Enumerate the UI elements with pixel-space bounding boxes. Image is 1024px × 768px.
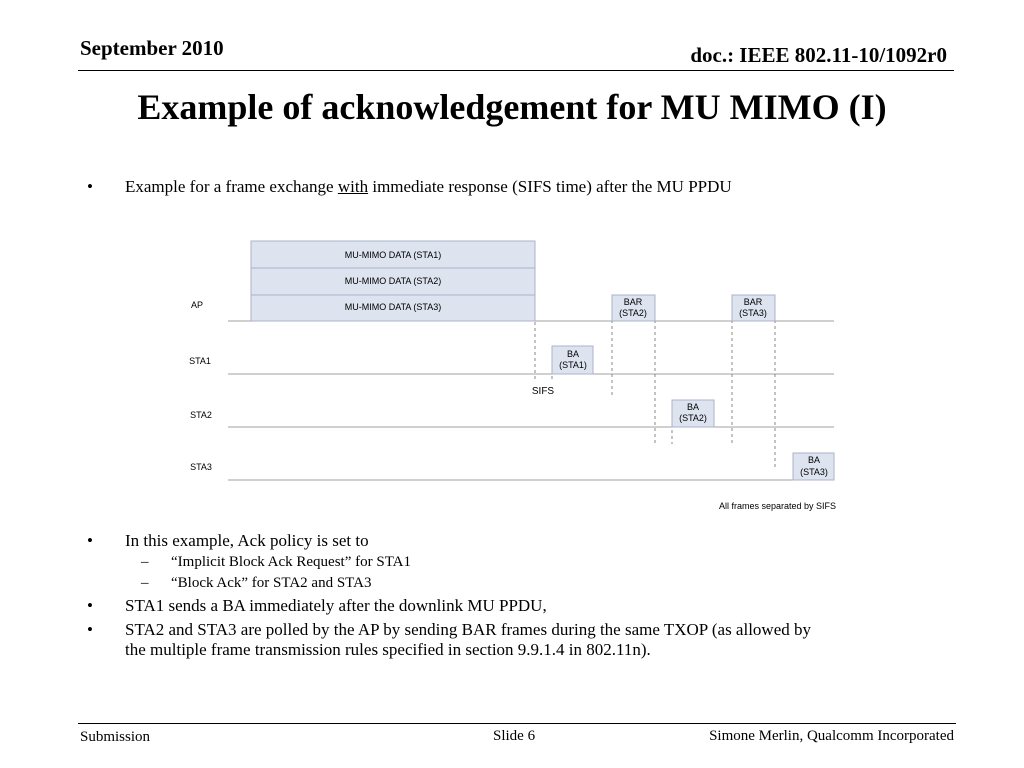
bullet4-line1: STA2 and STA3 are polled by the AP by sending BAR frames during the same TXOP (as allowed by (125, 620, 811, 639)
ba-sta1-line1: BA (566, 349, 580, 359)
ba-sta2-line2: (STA2) (679, 413, 707, 423)
ba-sta2-line1: BA (686, 402, 700, 412)
bullet-dot: • (87, 620, 93, 639)
bar-sta3-line2: (STA3) (739, 308, 767, 318)
sub-bullet-dash: – (141, 554, 149, 570)
bullet4-line2: the multiple frame transmission rules specified in section 9.9.1.4 in 802.11n). (125, 640, 651, 659)
bullet2-text: In this example, Ack policy is set to (125, 531, 369, 550)
row-label-sta2: STA2 (190, 410, 212, 420)
sub2-text: “Block Ack” for STA2 and STA3 (171, 575, 372, 591)
ba-sta3-line2: (STA3) (800, 467, 828, 477)
bullet-dot: • (87, 531, 93, 550)
data-frame-sta3-label: MU-MIMO DATA (STA3) (344, 302, 442, 312)
slide-title: Example of acknowledgement for MU MIMO (I) (137, 87, 887, 127)
header-date: September 2010 (80, 36, 224, 60)
ba-sta3-line1: BA (807, 455, 821, 465)
bullet1-pre: Example for a frame exchange (125, 177, 338, 196)
sub-bullet-sta1 (141, 553, 411, 571)
bullet-ack-policy (87, 531, 369, 551)
bullet-sta1-ba (87, 596, 547, 616)
footer-divider (78, 723, 956, 724)
sub-bullet-sta2-sta3 (141, 574, 372, 592)
bullet1-post: immediate response (SIFS time) after the MU PPDU (368, 177, 732, 196)
bar-sta3-line1: BAR (743, 297, 763, 307)
row-label-sta3: STA3 (190, 462, 212, 472)
bullet1-underlined: with (337, 177, 369, 196)
diagram-note: All frames separated by SIFS (718, 501, 836, 511)
row-label-sta1: STA1 (189, 356, 211, 366)
data-frame-sta1-label: MU-MIMO DATA (STA1) (344, 250, 442, 260)
sub1-text: “Implicit Block Ack Request” for STA1 (171, 554, 411, 570)
bar-sta2-line1: BAR (623, 297, 643, 307)
sub-bullet-dash: – (141, 575, 149, 591)
footer-author: Simone Merlin, Qualcomm Incorporated (709, 728, 954, 744)
header-doc-id: doc.: IEEE 802.11-10/1092r0 (690, 43, 947, 67)
bullet-dot: • (87, 596, 93, 615)
bullet-dot: • (87, 177, 93, 196)
bullet3-text: STA1 sends a BA immediately after the downlink MU PPDU, (125, 596, 547, 615)
footer-submission: Submission (80, 729, 151, 745)
data-frame-sta2-label: MU-MIMO DATA (STA2) (344, 276, 442, 286)
ba-sta1-line2: (STA1) (559, 360, 587, 370)
row-label-ap: AP (190, 300, 204, 310)
bar-sta2-line2: (STA2) (619, 308, 647, 318)
sifs-label: SIFS (531, 386, 555, 397)
bullet-bar-polling (87, 620, 811, 660)
footer-slide-number: Slide 6 (493, 728, 536, 744)
